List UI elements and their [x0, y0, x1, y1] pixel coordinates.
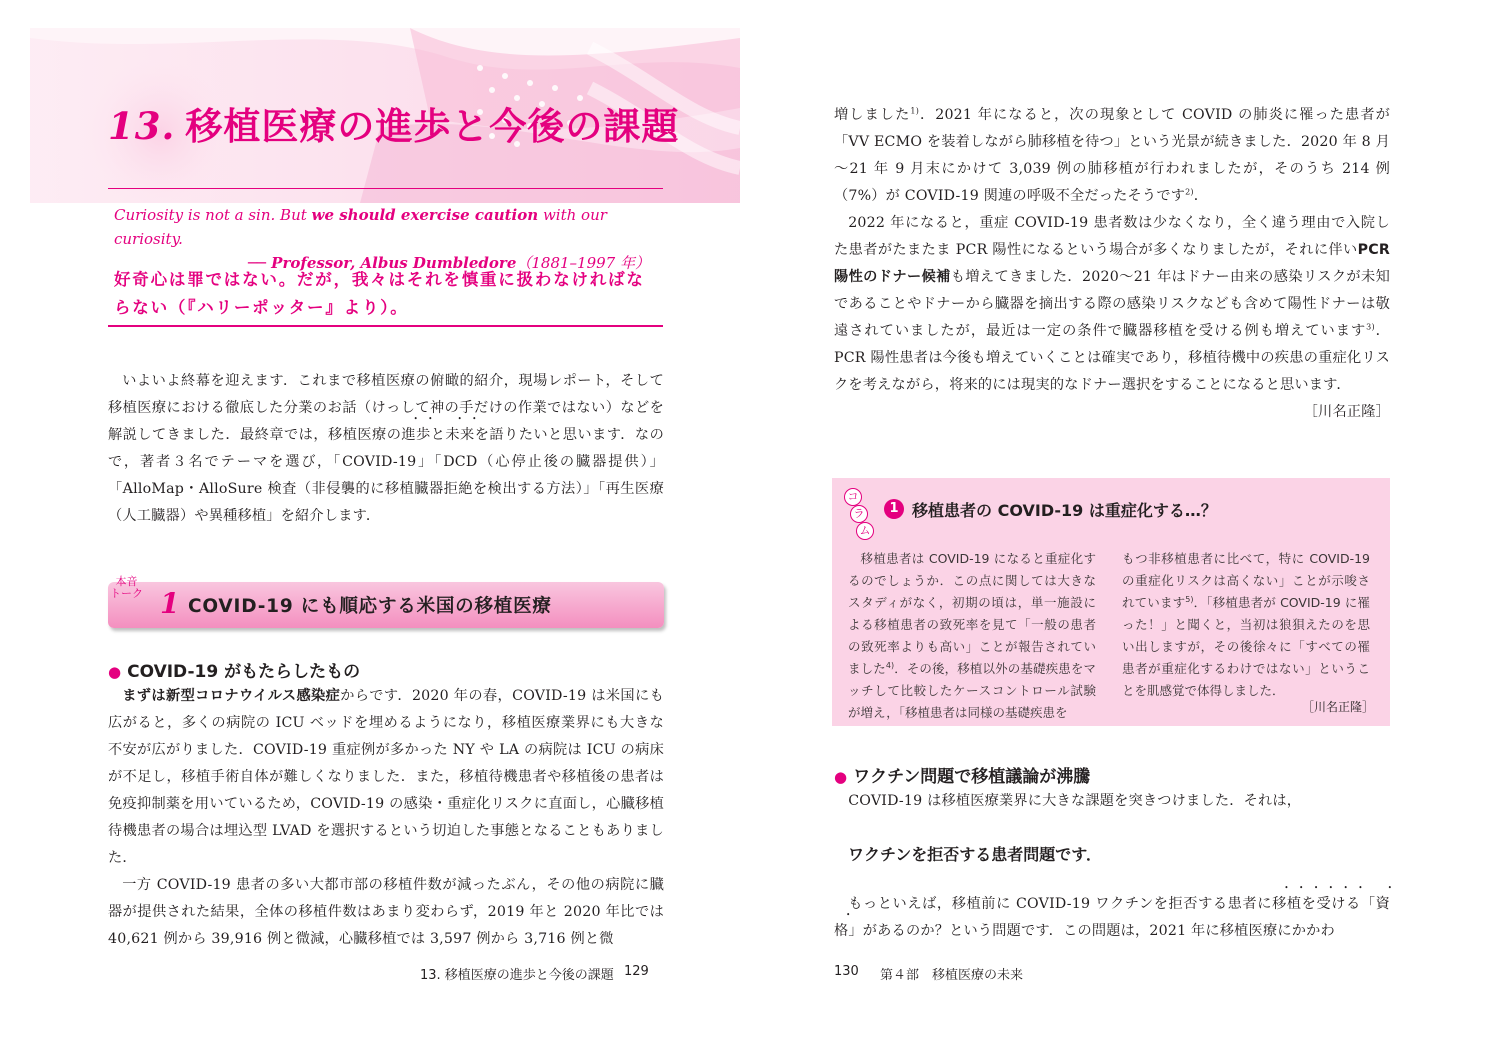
epigraph-english [114, 203, 654, 275]
column-text: ．その後，移植以外の基礎疾患をマッチして比較したケースコントロール試験が増え，「移植患者は同様の基礎疾患を [848, 661, 1096, 720]
emphasis-dot-char: 受 [1316, 896, 1332, 912]
bullet-icon: ● [834, 768, 848, 786]
page-number: 130 [834, 964, 859, 979]
emphasis-dot-char: 来 [460, 427, 475, 443]
paragraph-text: 2022 年になると，重症 COVID-19 患者数は少なくなり，全く違う理由で入院した患者がたまたま PCR 陽性になるという場合が多くなりましたが，それに伴い [834, 215, 1390, 258]
epigraph-text: with our curiosity. [114, 206, 607, 248]
running-head: 13. 移植医療の進歩と今後の課題 [420, 968, 614, 983]
column-tag-char: ム [856, 522, 874, 540]
left-page [0, 0, 748, 1058]
body-text-2 [834, 788, 1390, 815]
epigraph-text: Curiosity is not a sin. But [114, 206, 312, 224]
reference-marker: 4) [885, 660, 895, 670]
right-page [748, 0, 1497, 1058]
epigraph-attribution: ── Professor, Albus Dumbledore [247, 254, 517, 272]
reference-marker: 2) [1185, 187, 1194, 197]
paragraph-text: COVID-19 は移植医療業界に大きな課題を突きつけました．それは， [848, 793, 1302, 809]
intro-text: と [430, 427, 446, 443]
section-tag-line: トーク [110, 587, 143, 600]
paragraph-text: も増えてきました．2020～21 年はドナー由来の感染リスクが未知であることやドナーから臓器を摘出する際の感染リスクなども含めて陽性ドナーは敬遠されていましたが，最近は一定の条件で臓器移植を受ける例も増えています [834, 269, 1390, 339]
subsection-heading [108, 657, 360, 682]
chapter-number: 13. [108, 104, 176, 148]
section-banner [108, 575, 664, 628]
chapter-title [108, 96, 679, 150]
emphasis-dot-char: 移 [1272, 896, 1287, 912]
column-text: ．「移植患者が COVID-19 に罹った！」と聞くと，当初は狼狽えたのを思い出しますが，その後徐々に「すべての罹患者が重症化するわけではない」ということを肌感覚で体得しました． [1122, 595, 1370, 698]
quote-top-rule [108, 188, 663, 189]
column-box [832, 478, 1390, 726]
bullet-icon: ● [108, 663, 122, 681]
reference-marker: 3) [1366, 322, 1375, 332]
section-tag-line: 本音 [115, 575, 138, 588]
body-text [834, 102, 1390, 426]
paragraph-text: 「 [1360, 896, 1376, 912]
epigraph-years: （1881–1997 年） [516, 254, 650, 272]
paragraph-text: 」があるのか？という問題です．この問題は，2021 年に移植医療にかかわ [848, 923, 1335, 939]
intro-text: いよいよ終幕を迎えます．これまで移植医療の俯瞰的紹介，現場レポート，そして移植医療における徹底した分業のお話（けっして神の手だけの作業ではない）などを解説してきました．最終章では，移植医療の [108, 373, 664, 443]
paragraph-text: 一方 COVID-19 患者の多い大都市部の移植件数が減ったぶん，その他の病院に臓器が提供された結果，全体の移植件数はあまり変わらず，2019 年と 2020 年比では 40,621 例から 39,916 例と微減，心臓移植では 3,597 例から 3,716 例と微 [108, 877, 664, 947]
subsection-title: ワクチン問題で移植議論が沸騰 [853, 767, 1091, 787]
author-signature: ［川名正隆］ [1303, 404, 1390, 420]
subsection-title: COVID-19 がもたらしたもの [127, 662, 361, 682]
paragraph-text: からです．2020 年の春，COVID-19 は米国にも広がると，多くの病院の ICU ベッドを埋めるようになり，移植医療業界にも大きな不安が広がりました．COVID-19 重症例が多かった NY や LA の病院は ICU の病床が不足し，移植手術自体が難しくなりました．また，移植待機患者や移植後の患者は免疫抑制薬を用いているため，COVID-19 の感染・重症化リスクに直面し，心臓移植待機患者の場合は埋込型 LVAD を選択するという切迫した事態となることもありました． [108, 688, 664, 866]
intro-text: を語りたいと思います．なので，著者３名でテーマを選び，「COVID-19」「DCD（心停止後の臓器提供）」「AlloMap・AlloSure 検査（非侵襲的に移植臓器拒絶を検出する方法）」「再生医療（人工臓器）や異種移植」を紹介します． [108, 427, 664, 524]
column-text: もつ非移植患者に比べて，特に COVID-19 の重症化リスクは高くない」ことが示唆されています [1122, 551, 1370, 610]
reference-marker: 1) [910, 106, 920, 116]
epigraph-japanese: 好奇心は罪ではない。だが，我々はそれを慎重に扱わなければならない（『ハリーポッター』より）。 [114, 270, 645, 317]
body-text-3 [834, 891, 1390, 945]
epigraph-emphasis: we should exercise caution [311, 206, 539, 224]
intro-paragraph [108, 368, 664, 530]
body-text [108, 683, 664, 953]
paragraph-text: 増しました [834, 107, 911, 123]
emphasis-dot-char: 進 [401, 427, 417, 443]
emphasis-dot-char: 格 [834, 923, 849, 939]
column-title: 移植患者の COVID-19 は重症化する…？ [912, 501, 1217, 520]
section-tag [110, 576, 143, 600]
chapter-title-text: 移植医療の進歩と今後の課題 [185, 105, 680, 148]
emphasis-dot-char: け [1331, 896, 1347, 912]
emphasis-dot-char: 未 [445, 427, 461, 443]
running-head: 第４部 移植医療の未来 [880, 968, 1024, 983]
emphasis-dot-char: る [1346, 896, 1361, 912]
paragraph-text: もっといえば，移植前に COVID-19 ワクチンを拒否する患者に [848, 896, 1273, 912]
paragraph-text: ． [1193, 188, 1209, 204]
page-number: 129 [624, 964, 649, 979]
quote-bottom-rule [108, 325, 663, 327]
column-text-left [848, 548, 1096, 724]
column-tag-char: コ [844, 488, 862, 506]
emphasis-dot-char: 資 [1375, 896, 1391, 912]
emphasis-dot-char: 歩 [416, 427, 431, 443]
subsection-heading [834, 762, 1090, 787]
column-tag [844, 488, 872, 539]
paragraph-text: ．PCR 陽性患者は今後も増えていくことは確実であり，移植待機中の疾患の重症化リスクを考えながら，将来的には現実的なドナー選択をすることになると思います． [834, 323, 1390, 393]
reference-marker: 5) [1185, 594, 1194, 604]
keyword-line: ワクチンを拒否する患者問題です． [848, 845, 1102, 864]
column-text-right [1122, 548, 1370, 702]
section-title: COVID-19 にも順応する米国の移植医療 [188, 596, 552, 617]
emphasis-dot-char: 植 [1286, 896, 1302, 912]
bold-term: PCR 陽性のドナー候補 [834, 242, 1390, 285]
column-signature: ［川名正隆］ [1301, 700, 1374, 714]
column-number: 1 [884, 499, 904, 519]
paragraph-text: ．2021 年になると，次の現象として COVID の肺炎に罹った患者が「VV ECMO を装着しながら肺移植を待つ」という光景が続きました．2020 年 8 月～21 年 9 月末にかけて 3,039 例の肺移植が行われましたが，そのうち 214 例（7%）が COVID-19 関連の呼吸不全だったそうです [834, 107, 1390, 204]
section-number: 1 [160, 587, 180, 620]
column-tag-char: ラ [850, 505, 868, 523]
column-text: 移植患者は COVID-19 になると重症化するのでしょうか．この点に関しては大きなスタディがなく，初期の頃は，単一施設による移植患者の致死率を見て「一般の患者の致死率よりも高い」ことが報告されていました [848, 551, 1096, 676]
bold-lead: まずは新型コロナウイルス感染症 [122, 688, 341, 704]
emphasis-dot-char: を [1301, 896, 1317, 912]
